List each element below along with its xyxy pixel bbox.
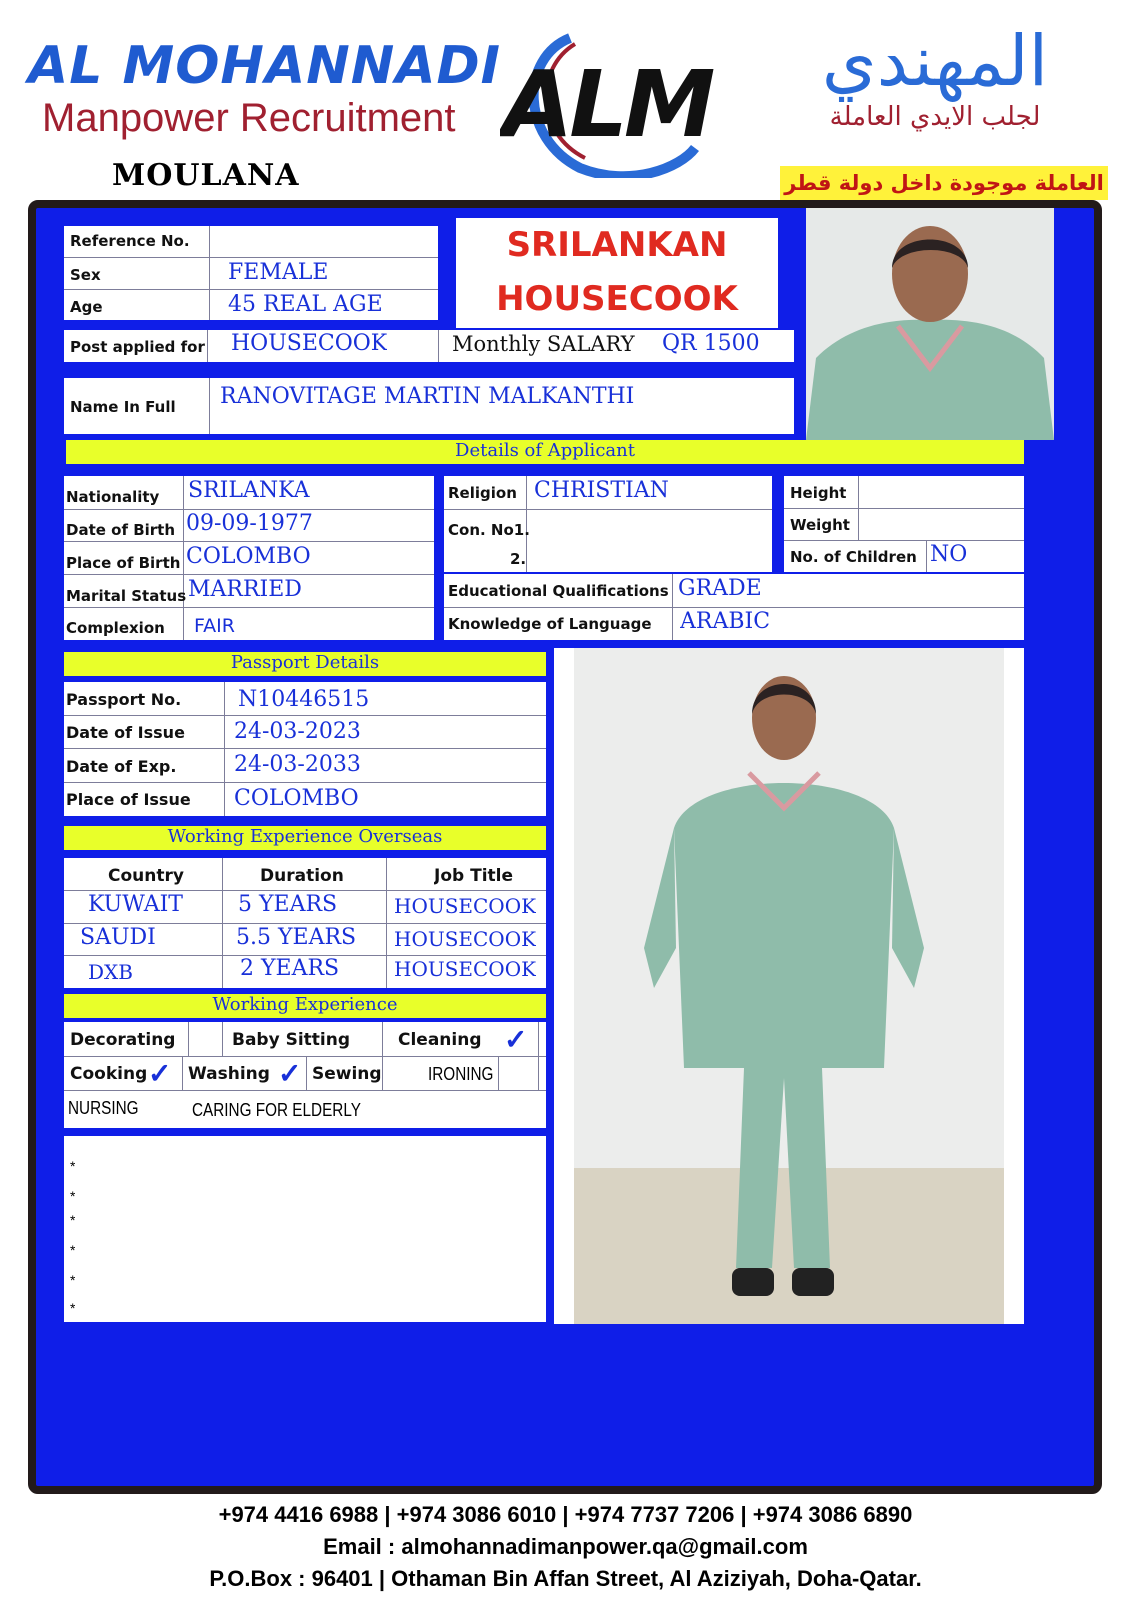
sex-label: Sex [70,266,101,284]
religion-label: Religion [448,484,517,502]
row2-country: SAUDI [80,925,156,950]
col-country-header: Country [108,866,184,886]
skill-cleaning: Cleaning [398,1030,482,1050]
skill-baby-sitting: Baby Sitting [232,1030,351,1050]
skill-sewing: Sewing [312,1064,382,1084]
con2-label: 2. [510,550,527,568]
row3-job: HOUSECOOK [394,957,537,981]
headline-position: HOUSECOOK [496,279,738,319]
skill-cooking: Cooking [70,1064,148,1084]
overseas-section-title: Working Experience Overseas [64,826,546,850]
note-bullet: * [70,1272,76,1288]
headline-nationality: SRILANKAN [506,225,728,265]
skills-table [64,1022,546,1128]
con1-label: Con. No1. [448,521,530,539]
basic-info-table [64,226,438,320]
brand-arabic-name: المهندي [821,20,1049,102]
passport-number-value: N10446515 [238,687,370,712]
passport-issue-label: Date of Issue [66,723,185,742]
religion-value: CHRISTIAN [534,478,669,503]
personal-details-table [64,476,434,640]
skill-ironing: IRONING [428,1064,494,1084]
passport-section-title: Passport Details [64,652,546,676]
logo-text: ALM [502,51,712,158]
passport-table [64,682,546,816]
portrait-image [806,208,1054,440]
passport-exp-value: 24-03-2033 [234,752,361,777]
alm-logo-icon [500,18,730,178]
note-bullet: * [70,1158,76,1174]
note-bullet: * [70,1242,76,1258]
nationality-value: SRILANKA [188,478,310,503]
post-value: HOUSECOOK [231,331,388,356]
row3-duration: 2 YEARS [240,956,340,981]
salary-label: Monthly SALARY [452,332,635,356]
row1-country: KUWAIT [88,892,183,917]
row1-duration: 5 YEARS [238,892,338,917]
skill-nursing: NURSING [68,1098,139,1118]
cleaning-check-icon: ✓ [504,1030,528,1050]
col-job-header: Job Title [434,866,513,886]
education-value: GRADE [678,576,762,601]
cv-sheet [28,200,1102,1494]
row2-duration: 5.5 YEARS [236,925,357,950]
physical-table [784,476,1024,572]
age-label: Age [70,298,103,316]
language-value: ARABIC [680,609,771,634]
details-section-title: Details of Applicant [66,440,1024,464]
footer-email: Email : almohannadimanpower.qa@gmail.com [323,1534,808,1559]
pob-label: Place of Birth [66,554,181,572]
full-body-photo [554,648,1024,1324]
post-label: Post applied for [70,338,205,356]
footer-address: P.O.Box : 96401 | Othaman Bin Affan Street, Al Aziziyah, Doha-Qatar. [209,1566,922,1591]
portrait-photo [806,208,1054,440]
col-duration-header: Duration [260,866,344,886]
sex-value: FEMALE [228,260,329,285]
pob-value: COLOMBO [186,544,311,569]
complexion-label: Complexion [66,619,165,637]
dob-value: 09-09-1977 [186,511,313,536]
row3-country: DXB [88,960,133,984]
agent-name: MOULANA [112,158,300,193]
brand-arabic-subtitle: لجلب الايدي العاملة [829,102,1041,132]
cooking-check-icon: ✓ [148,1064,172,1084]
salary-value: QR 1500 [662,331,760,356]
passport-place-value: COLOMBO [234,786,359,811]
note-bullet: * [70,1212,76,1228]
skill-decorating: Decorating [70,1030,176,1050]
marital-value: MARRIED [188,577,302,602]
name-label: Name In Full [70,398,176,416]
religion-contact-table [444,476,772,572]
row2-job: HOUSECOOK [394,927,537,951]
full-body-image [554,648,1024,1324]
passport-issue-value: 24-03-2023 [234,719,361,744]
brand-subtitle: Manpower Recruitment [42,96,456,140]
washing-check-icon: ✓ [278,1064,302,1084]
skill-elderly-care: CARING FOR ELDERLY [192,1100,361,1120]
footer-phones: +974 4416 6988 | +974 3086 6010 | +974 7737 7206 | +974 3086 6890 [218,1502,913,1527]
brand-block [28,36,501,140]
passport-place-label: Place of Issue [66,790,191,809]
availability-banner: العاملة موجودة داخل دولة قطر [780,166,1108,200]
brand-arabic-block [745,20,1125,132]
brand-name: AL MOHANNADI [28,36,501,96]
post-salary-row [64,330,794,362]
complexion-value: FAIR [194,615,235,637]
alm-logo [500,18,730,178]
passport-number-label: Passport No. [66,690,182,709]
note-bullet: * [70,1300,76,1316]
weight-label: Weight [790,516,850,534]
skill-washing: Washing [188,1064,270,1084]
passport-exp-label: Date of Exp. [66,757,177,776]
marital-label: Marital Status [66,587,187,605]
education-label: Educational Qualifications [448,582,669,600]
overseas-table [64,858,546,988]
children-value: NO [930,542,968,567]
reference-label: Reference No. [70,232,190,250]
notes-box [64,1136,546,1322]
name-row [64,378,794,434]
nationality-label: Nationality [66,488,160,506]
note-bullet: * [70,1188,76,1204]
age-value: 45 REAL AGE [228,292,383,317]
children-label: No. of Children [790,548,917,566]
language-label: Knowledge of Language [448,615,652,633]
row1-job: HOUSECOOK [394,894,537,918]
height-label: Height [790,484,847,502]
education-language-table [444,574,1024,640]
dob-label: Date of Birth [66,521,176,539]
headline-box [456,218,778,328]
skills-section-title: Working Experience [64,994,546,1018]
name-value: RANOVITAGE MARTIN MALKANTHI [220,384,635,409]
